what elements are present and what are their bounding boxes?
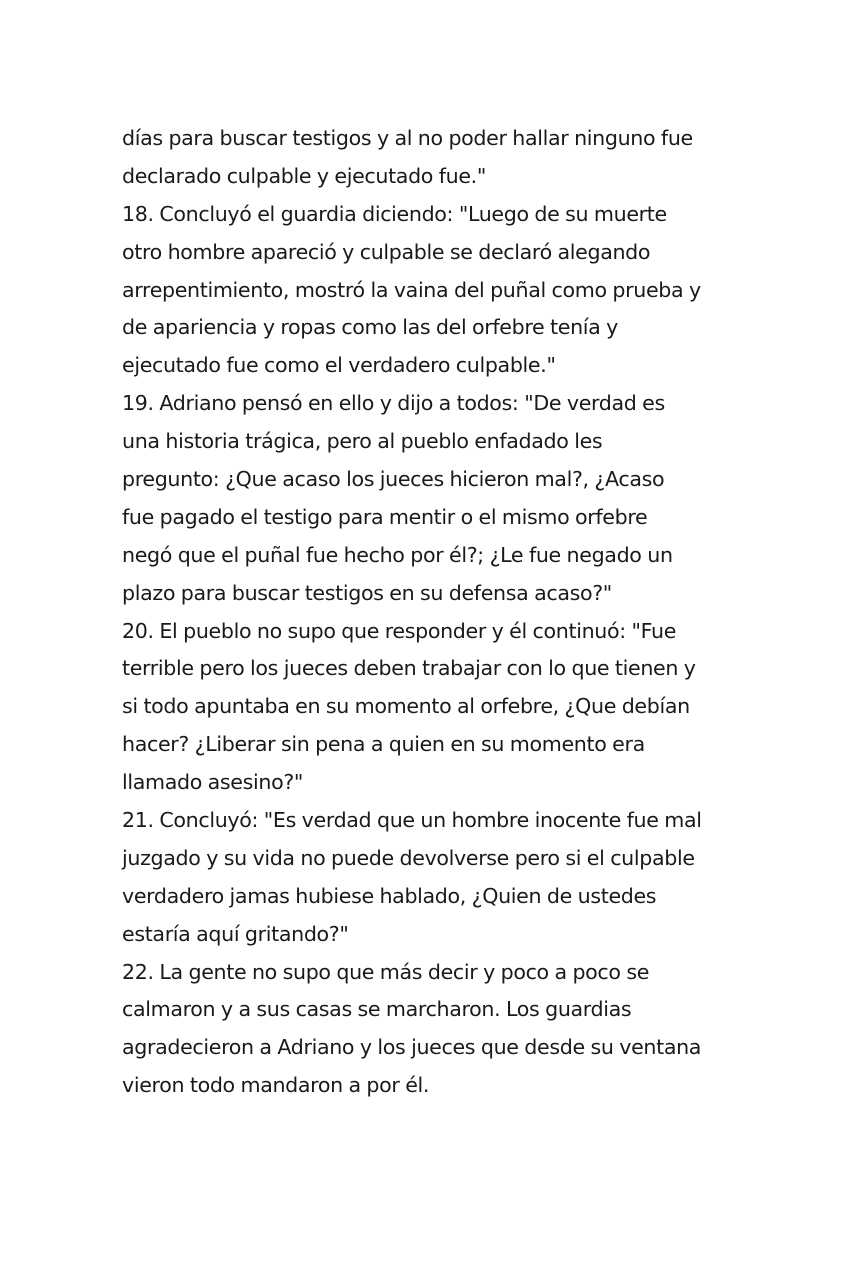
text-line: agradecieron a Adriano y los jueces que desde su ventana: [122, 1035, 702, 1060]
text-line: 22. La gente no supo que más decir y poco a poco se: [122, 959, 650, 984]
text-line: fue pagado el testigo para mentir o el mismo orfebre: [122, 504, 648, 529]
text-line: 19. Adriano pensó en ello y dijo a todos: "De verdad es: [122, 391, 665, 416]
text-line: hacer? ¿Liberar sin pena a quien en su momento era: [122, 732, 645, 757]
text-line: calmaron y a sus casas se marcharon. Los guardias: [122, 997, 632, 1022]
text-line: 21. Concluyó: "Es verdad que un hombre inocente fue mal: [122, 808, 702, 833]
text-line: llamado asesino?": [122, 770, 304, 795]
text-line: vieron todo mandaron a por él.: [122, 1073, 430, 1098]
text-line: declarado culpable y ejecutado fue.": [122, 163, 486, 188]
text-line: otro hombre apareció y culpable se declaró alegando: [122, 239, 651, 264]
text-line: terrible pero los jueces deben trabajar con lo que tienen y: [122, 656, 696, 681]
text-line: ejecutado fue como el verdadero culpable.": [122, 353, 556, 378]
text-line: juzgado y su vida no puede devolverse pero si el culpable: [122, 845, 695, 870]
text-line: de apariencia y ropas como las del orfebre tenía y: [122, 315, 618, 340]
text-line: si todo apuntaba en su momento al orfebre, ¿Que debían: [122, 694, 690, 719]
text-line: 18. Concluyó el guardia diciendo: "Luego de su muerte: [122, 201, 667, 226]
text-line: 20. El pueblo no supo que responder y él continuó: "Fue: [122, 618, 677, 643]
document-page: [122, 120, 742, 1105]
text-line: verdadero jamas hubiese hablado, ¿Quien de ustedes: [122, 883, 657, 908]
text-line: pregunto: ¿Que acaso los jueces hicieron mal?, ¿Acaso: [122, 467, 665, 492]
text-line: estaría aquí gritando?": [122, 921, 349, 946]
text-line: una historia trágica, pero al pueblo enfadado les: [122, 429, 603, 454]
text-line: arrepentimiento, mostró la vaina del puñal como prueba y: [122, 277, 701, 302]
text-line: negó que el puñal fue hecho por él?; ¿Le fue negado un: [122, 542, 673, 567]
text-line: plazo para buscar testigos en su defensa acaso?": [122, 580, 612, 605]
text-line: días para buscar testigos y al no poder hallar ninguno fue: [122, 126, 693, 150]
